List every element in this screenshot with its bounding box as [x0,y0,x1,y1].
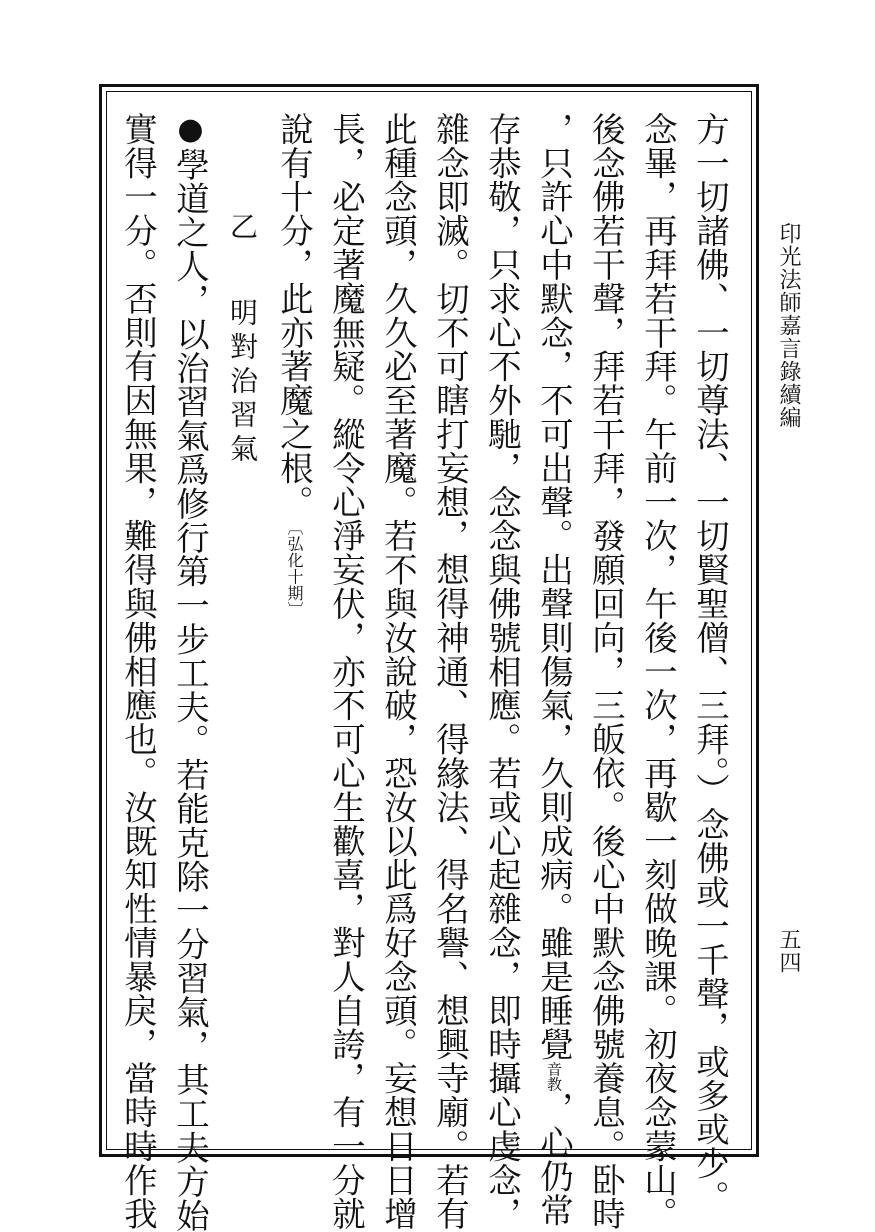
text-column: 方一切諸佛、一切尊法、一切賢聖僧、三拜。）念佛或一千聲，或多或少。 [684,112,736,1142]
text-column-tail: ，心仍常 [535,1091,574,1227]
text-column: 後念佛若干聲，拜若干拜，發願回向，三皈依。後心中默念佛號養息。卧時 [580,112,632,1142]
text-column-head: ，只許心中默念，不可出聲。出聲則傷氣，久則成病。雖是睡覺 [535,112,574,1061]
bullet-icon: ● [173,112,208,148]
running-title: 印光法師嘉言錄續編 [772,222,804,429]
text-column: 存恭敬，只求心不外馳，念念與佛號相應。若或心起雜念，即時攝心虔念， [476,112,528,1142]
text-column-body: 說有十分，此亦著魔之根。 [275,112,314,519]
text-column-body: 學道之人，以治習氣爲修行第一步工夫。若能克除一分習氣，其工夫方始 [171,148,210,1232]
text-column [528,112,580,1142]
pronunciation-note: 音教 [545,1061,563,1091]
section-letter: 乙 [216,212,268,246]
text-column: 此種念頭，久久必至著魔。若不與汝說破，恐汝以此爲好念頭。妄想日日增 [372,112,424,1142]
source-note: 〔弘化十期〕 [285,519,303,618]
text-column: 念畢，再拜若干拜。午前一次，午後一次，再歇一刻做晚課。初夜念蒙山。 [632,112,684,1142]
text-column: 雜念即滅。切不可瞎打妄想，想得神通、得緣法、得名譽、想興寺廟。若有 [424,112,476,1142]
section-heading [216,112,268,1142]
text-column: 實得一分。否則有因無果，難得與佛相應也。汝既知性情暴戾，當時時作我 [112,112,164,1142]
text-column: 長，必定著魔無疑。縱令心淨妄伏，亦不可心生歡喜，對人自誇，有一分就 [320,112,372,1142]
text-column [164,112,216,1142]
section-title: 明對治習氣 [226,298,259,468]
page-number: 五四 [772,928,804,974]
text-column [268,112,320,1142]
body-text [116,112,736,1142]
